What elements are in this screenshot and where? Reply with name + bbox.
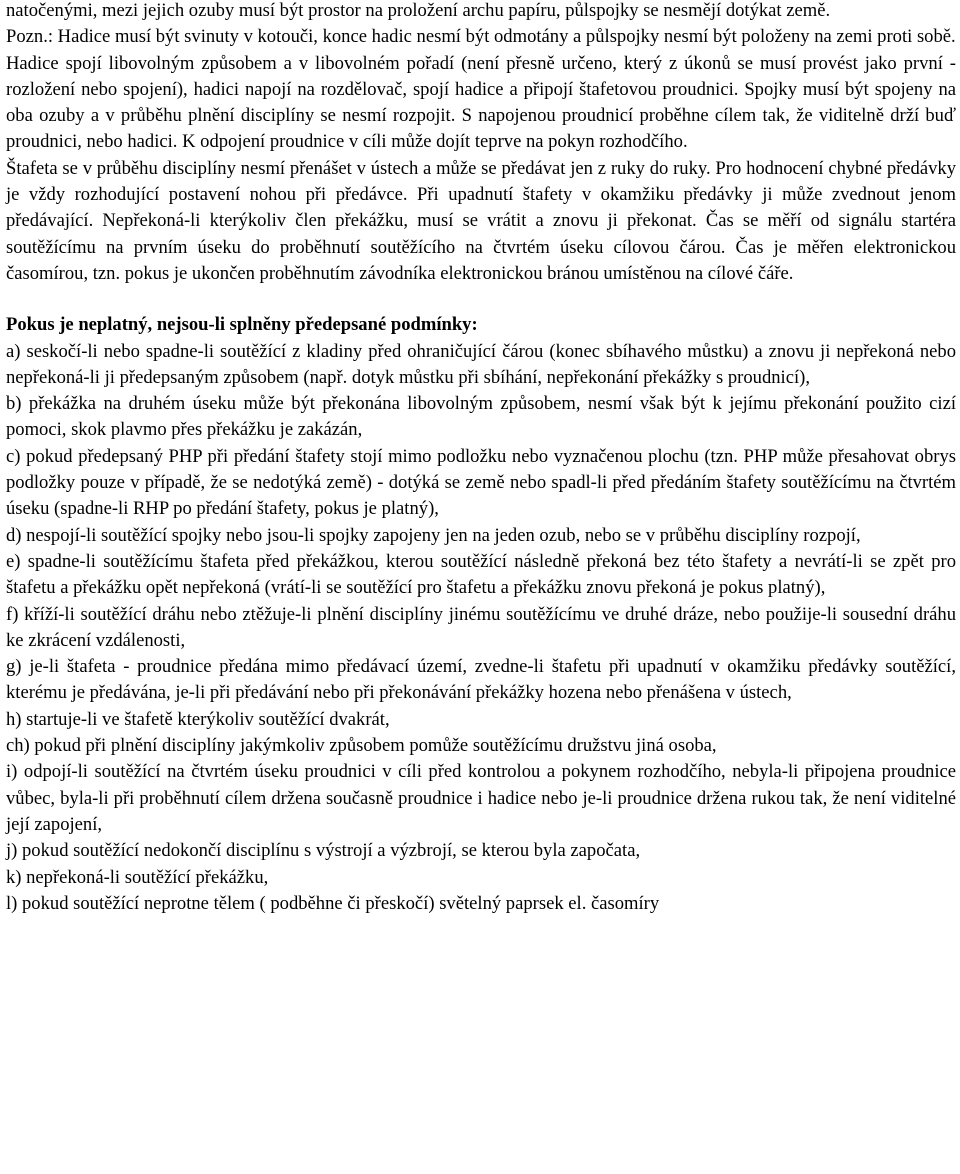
invalid-attempt-heading: Pokus je neplatný, nejsou-li splněny předepsané podmínky: — [6, 314, 478, 336]
relay-paragraph: Štafeta se v průběhu disciplíny nesmí přenášet v ústech a může se předávat jen z ruky do ruky. Pro hodnocení chybné předávky je vždy rozhodující postavení nohou při předávce. Při upadnutí štafety v okamžiku předávky ji může zvednout jenom předávající. Nepřekoná-li kterýkoliv člen překážku, musí se vrátit a znovu ji překonat. Čas se měří od signálu startéra soutěžícímu na prvním úseku do proběhnutí soutěžícího na čtvrtém úseku cílovou čárou. Čas je měřen elektronickou časomírou, tzn. pokus je ukončen proběhnutím závodníka elektronickou bránou umístěnou na cílové čáře. — [6, 157, 956, 284]
hose-connection-paragraph: Hadice spojí libovolným způsobem a v libovolném pořadí (není přesně určeno, který z úkonů se musí provést jako první - rozložení nebo spojení), hadici napojí na rozdělovač, spojí hadice a připojí štafetovou proudnici. Spojky musí být spojeny na oba ozuby a v průběhu plnění disciplíny se nesmí rozpojit. S napojenou proudnicí proběhne cílem tak, že viditelně drží buď proudnici, nebo hadici. K odpojení proudnice v cíli může dojít teprve na pokyn rozhodčího. — [6, 52, 956, 153]
list-item: k) nepřekoná-li soutěžící překážku, — [6, 866, 269, 888]
list-item: d) nespojí-li soutěžící spojky nebo jsou-li spojky zapojeny jen na jeden ozub, nebo se v průběhu disciplíny rozpojí, — [6, 524, 861, 546]
list-item: ch) pokud při plnění disciplíny jakýmkoliv způsobem pomůže soutěžícímu družstvu jiná osoba, — [6, 735, 717, 757]
intro-paragraph-1: natočenými, mezi jejich ozuby musí být prostor na proložení archu papíru, půlspojky se nesmějí dotýkat země. — [6, 0, 831, 21]
list-item: l) pokud soutěžící neprotne tělem ( podběhne či přeskočí) světelný paprsek el. časomíry — [6, 892, 660, 914]
list-item: i) odpojí-li soutěžící na čtvrtém úseku proudnici v cíli před kontrolou a pokynem rozhodčího, nebyla-li připojena proudnice vůbec, byla-li při proběhnutí cílem držena současně proudnice i hadice nebo je-li proudnice držena rukou tak, že není viditelné její zapojení, — [6, 761, 956, 835]
list-item: j) pokud soutěžící nedokončí disciplínu s výstrojí a výzbrojí, se kterou byla započata, — [6, 840, 641, 862]
list-item: f) kříží-li soutěžící dráhu nebo ztěžuje-li plnění disciplíny jinému soutěžícímu ve druhé dráze, nebo použije-li sousední dráhu ke zkrácení vzdálenosti, — [6, 603, 956, 651]
invalid-conditions-list — [6, 339, 956, 918]
list-item: c) pokud předepsaný PHP při předání štafety stojí mimo podložku nebo vyznačenou plochu (tzn. PHP může přesahovat obrys podložky pouze v případě, že se nedotýká země) - dotýká se země nebo spadl-li před předáním štafety soutěžícímu na čtvrtém úseku (spadne-li RHP po předání štafety, pokus je platný), — [6, 445, 956, 520]
list-item: g) je-li štafeta - proudnice předána mimo předávací území, zvedne-li štafetu při upadnutí v okamžiku předávky soutěžící, kterému je předávána, je-li při předávání nebo při překonávání překážky hozena nebo přenášena v ústech, — [6, 656, 956, 704]
list-item: e) spadne-li soutěžícímu štafeta před překážkou, kterou soutěžící následně překoná bez této štafety a nevrátí-li se zpět pro štafetu a překážku opět nepřekoná (vrátí-li se soutěžící pro štafetu a překážku znovu překoná je pokus platný), — [6, 550, 956, 599]
note-paragraph: Pozn.: Hadice musí být svinuty v kotouči, konce hadic nesmí být odmotány a půlspojky nesmí být položeny na zemi proti sobě. — [6, 26, 956, 48]
section-spacer — [6, 287, 956, 312]
list-item: b) překážka na druhém úseku může být překonána libovolným způsobem, nesmí však být k jejímu překonání použito cizí pomoci, skok plavmo přes překážku je zakázán, — [6, 393, 956, 441]
list-item: h) startuje-li ve štafetě kterýkoliv soutěžící dvakrát, — [6, 708, 390, 730]
list-item: a) seskočí-li nebo spadne-li soutěžící z kladiny před ohraničující čárou (konec sbíhavého můstku) a znovu ji nepřekoná nebo nepřekoná-li ji předepsaným způsobem (např. dotyk můstku při sbíhání, nepřekonání překážky s proudnicí), — [6, 340, 956, 388]
